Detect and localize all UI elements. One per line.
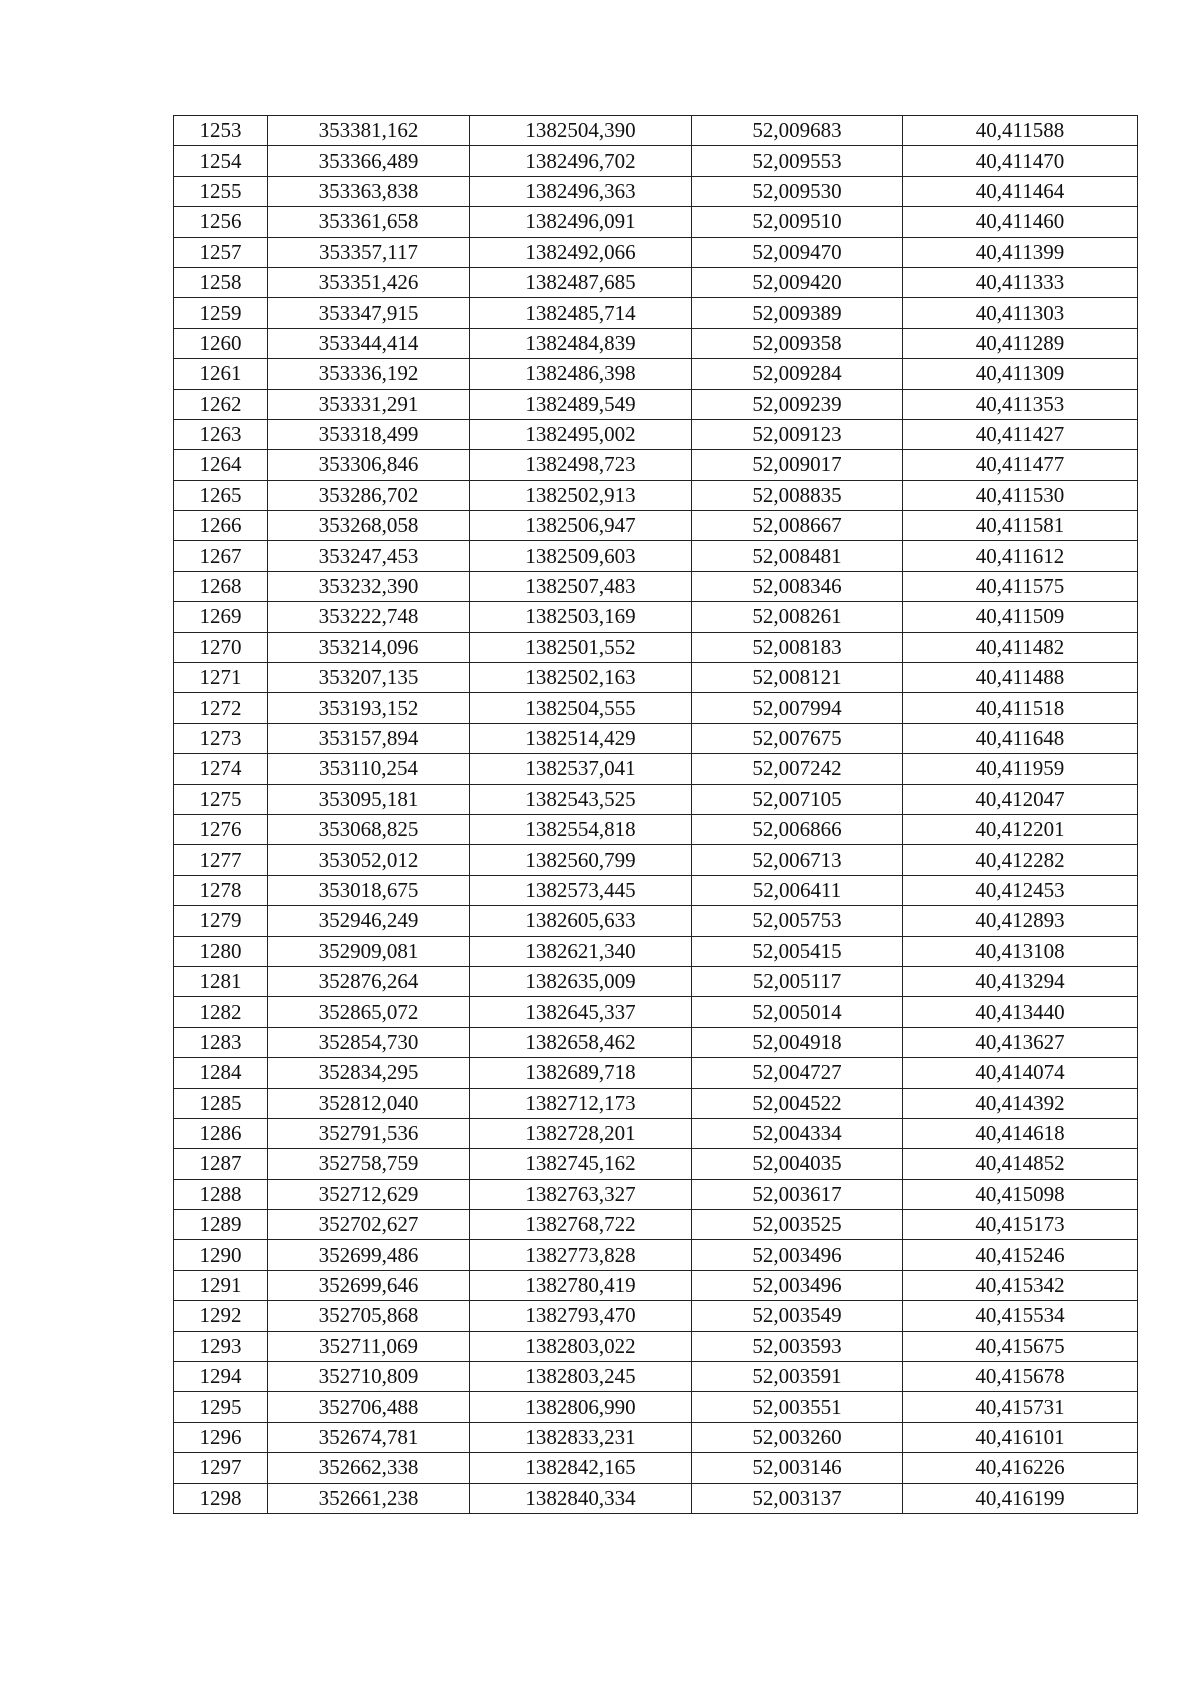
table-row: [174, 875, 1138, 905]
x-coordinate-cell: 353193,152: [268, 693, 470, 723]
y-coordinate-cell: 1382509,603: [470, 541, 692, 571]
longitude-cell: 40,411518: [903, 693, 1138, 723]
point-number-cell: 1287: [174, 1149, 268, 1179]
point-number-cell: 1267: [174, 541, 268, 571]
x-coordinate-cell: 353110,254: [268, 754, 470, 784]
latitude-cell: 52,007105: [692, 784, 903, 814]
point-number-cell: 1253: [174, 116, 268, 146]
table-row: [174, 116, 1138, 146]
table-row: [174, 814, 1138, 844]
longitude-cell: 40,414852: [903, 1149, 1138, 1179]
point-number-cell: 1277: [174, 845, 268, 875]
latitude-cell: 52,009420: [692, 267, 903, 297]
y-coordinate-cell: 1382485,714: [470, 298, 692, 328]
latitude-cell: 52,004334: [692, 1118, 903, 1148]
point-number-cell: 1258: [174, 267, 268, 297]
y-coordinate-cell: 1382504,390: [470, 116, 692, 146]
y-coordinate-cell: 1382501,552: [470, 632, 692, 662]
x-coordinate-cell: 352662,338: [268, 1453, 470, 1483]
table-row: [174, 936, 1138, 966]
latitude-cell: 52,003146: [692, 1453, 903, 1483]
table-row: [174, 754, 1138, 784]
latitude-cell: 52,003549: [692, 1301, 903, 1331]
longitude-cell: 40,415731: [903, 1392, 1138, 1422]
latitude-cell: 52,008667: [692, 511, 903, 541]
longitude-cell: 40,414618: [903, 1118, 1138, 1148]
longitude-cell: 40,412282: [903, 845, 1138, 875]
table-row: [174, 359, 1138, 389]
x-coordinate-cell: 353347,915: [268, 298, 470, 328]
latitude-cell: 52,005117: [692, 966, 903, 996]
x-coordinate-cell: 353361,658: [268, 207, 470, 237]
longitude-cell: 40,411460: [903, 207, 1138, 237]
latitude-cell: 52,009017: [692, 450, 903, 480]
y-coordinate-cell: 1382728,201: [470, 1118, 692, 1148]
y-coordinate-cell: 1382487,685: [470, 267, 692, 297]
point-number-cell: 1286: [174, 1118, 268, 1148]
y-coordinate-cell: 1382803,245: [470, 1362, 692, 1392]
y-coordinate-cell: 1382504,555: [470, 693, 692, 723]
longitude-cell: 40,414392: [903, 1088, 1138, 1118]
y-coordinate-cell: 1382803,022: [470, 1331, 692, 1361]
longitude-cell: 40,411612: [903, 541, 1138, 571]
y-coordinate-cell: 1382514,429: [470, 723, 692, 753]
table-row: [174, 176, 1138, 206]
latitude-cell: 52,006411: [692, 875, 903, 905]
coordinates-table: [173, 115, 1138, 1514]
x-coordinate-cell: 352699,646: [268, 1270, 470, 1300]
point-number-cell: 1274: [174, 754, 268, 784]
table-row: [174, 1392, 1138, 1422]
table-row: [174, 1240, 1138, 1270]
latitude-cell: 52,008183: [692, 632, 903, 662]
x-coordinate-cell: 353381,162: [268, 116, 470, 146]
table-row: [174, 845, 1138, 875]
table-row: [174, 1331, 1138, 1361]
longitude-cell: 40,411303: [903, 298, 1138, 328]
point-number-cell: 1282: [174, 997, 268, 1027]
longitude-cell: 40,416226: [903, 1453, 1138, 1483]
table-row: [174, 389, 1138, 419]
table-row: [174, 1027, 1138, 1057]
table-row: [174, 207, 1138, 237]
x-coordinate-cell: 352834,295: [268, 1058, 470, 1088]
longitude-cell: 40,411488: [903, 663, 1138, 693]
table-row: [174, 602, 1138, 632]
latitude-cell: 52,005415: [692, 936, 903, 966]
latitude-cell: 52,008121: [692, 663, 903, 693]
point-number-cell: 1261: [174, 359, 268, 389]
x-coordinate-cell: 352674,781: [268, 1422, 470, 1452]
latitude-cell: 52,003551: [692, 1392, 903, 1422]
point-number-cell: 1266: [174, 511, 268, 541]
longitude-cell: 40,412047: [903, 784, 1138, 814]
table-row: [174, 450, 1138, 480]
latitude-cell: 52,007242: [692, 754, 903, 784]
x-coordinate-cell: 352706,488: [268, 1392, 470, 1422]
y-coordinate-cell: 1382489,549: [470, 389, 692, 419]
latitude-cell: 52,003260: [692, 1422, 903, 1452]
x-coordinate-cell: 353318,499: [268, 419, 470, 449]
x-coordinate-cell: 353268,058: [268, 511, 470, 541]
point-number-cell: 1283: [174, 1027, 268, 1057]
latitude-cell: 52,009284: [692, 359, 903, 389]
point-number-cell: 1265: [174, 480, 268, 510]
x-coordinate-cell: 353331,291: [268, 389, 470, 419]
longitude-cell: 40,411399: [903, 237, 1138, 267]
point-number-cell: 1285: [174, 1088, 268, 1118]
longitude-cell: 40,415173: [903, 1210, 1138, 1240]
latitude-cell: 52,003593: [692, 1331, 903, 1361]
longitude-cell: 40,413108: [903, 936, 1138, 966]
y-coordinate-cell: 1382492,066: [470, 237, 692, 267]
table-row: [174, 693, 1138, 723]
y-coordinate-cell: 1382502,163: [470, 663, 692, 693]
x-coordinate-cell: 353357,117: [268, 237, 470, 267]
table-row: [174, 419, 1138, 449]
table-row: [174, 997, 1138, 1027]
y-coordinate-cell: 1382635,009: [470, 966, 692, 996]
latitude-cell: 52,004727: [692, 1058, 903, 1088]
table-row: [174, 541, 1138, 571]
point-number-cell: 1257: [174, 237, 268, 267]
point-number-cell: 1260: [174, 328, 268, 358]
y-coordinate-cell: 1382560,799: [470, 845, 692, 875]
x-coordinate-cell: 352711,069: [268, 1331, 470, 1361]
table-row: [174, 1149, 1138, 1179]
point-number-cell: 1275: [174, 784, 268, 814]
point-number-cell: 1296: [174, 1422, 268, 1452]
longitude-cell: 40,414074: [903, 1058, 1138, 1088]
latitude-cell: 52,006866: [692, 814, 903, 844]
y-coordinate-cell: 1382833,231: [470, 1422, 692, 1452]
table-row: [174, 663, 1138, 693]
table-row: [174, 237, 1138, 267]
latitude-cell: 52,008835: [692, 480, 903, 510]
longitude-cell: 40,413627: [903, 1027, 1138, 1057]
longitude-cell: 40,411309: [903, 359, 1138, 389]
longitude-cell: 40,412893: [903, 906, 1138, 936]
latitude-cell: 52,003591: [692, 1362, 903, 1392]
table-row: [174, 723, 1138, 753]
point-number-cell: 1264: [174, 450, 268, 480]
point-number-cell: 1298: [174, 1483, 268, 1513]
table-row: [174, 1483, 1138, 1513]
latitude-cell: 52,008346: [692, 571, 903, 601]
longitude-cell: 40,411648: [903, 723, 1138, 753]
longitude-cell: 40,411530: [903, 480, 1138, 510]
x-coordinate-cell: 352661,238: [268, 1483, 470, 1513]
latitude-cell: 52,007994: [692, 693, 903, 723]
table-row: [174, 267, 1138, 297]
y-coordinate-cell: 1382496,363: [470, 176, 692, 206]
y-coordinate-cell: 1382498,723: [470, 450, 692, 480]
y-coordinate-cell: 1382763,327: [470, 1179, 692, 1209]
x-coordinate-cell: 353306,846: [268, 450, 470, 480]
longitude-cell: 40,411581: [903, 511, 1138, 541]
point-number-cell: 1292: [174, 1301, 268, 1331]
longitude-cell: 40,415246: [903, 1240, 1138, 1270]
longitude-cell: 40,415534: [903, 1301, 1138, 1331]
point-number-cell: 1272: [174, 693, 268, 723]
y-coordinate-cell: 1382773,828: [470, 1240, 692, 1270]
y-coordinate-cell: 1382605,633: [470, 906, 692, 936]
table-row: [174, 906, 1138, 936]
longitude-cell: 40,415342: [903, 1270, 1138, 1300]
point-number-cell: 1295: [174, 1392, 268, 1422]
x-coordinate-cell: 353157,894: [268, 723, 470, 753]
point-number-cell: 1269: [174, 602, 268, 632]
point-number-cell: 1263: [174, 419, 268, 449]
x-coordinate-cell: 353018,675: [268, 875, 470, 905]
longitude-cell: 40,412453: [903, 875, 1138, 905]
longitude-cell: 40,415675: [903, 1331, 1138, 1361]
point-number-cell: 1284: [174, 1058, 268, 1088]
y-coordinate-cell: 1382543,525: [470, 784, 692, 814]
x-coordinate-cell: 353286,702: [268, 480, 470, 510]
table-row: [174, 571, 1138, 601]
table-row: [174, 1088, 1138, 1118]
latitude-cell: 52,006713: [692, 845, 903, 875]
longitude-cell: 40,415098: [903, 1179, 1138, 1209]
latitude-cell: 52,003496: [692, 1270, 903, 1300]
latitude-cell: 52,005014: [692, 997, 903, 1027]
point-number-cell: 1262: [174, 389, 268, 419]
y-coordinate-cell: 1382840,334: [470, 1483, 692, 1513]
y-coordinate-cell: 1382495,002: [470, 419, 692, 449]
x-coordinate-cell: 352854,730: [268, 1027, 470, 1057]
x-coordinate-cell: 353351,426: [268, 267, 470, 297]
x-coordinate-cell: 353247,453: [268, 541, 470, 571]
table-row: [174, 1179, 1138, 1209]
y-coordinate-cell: 1382496,091: [470, 207, 692, 237]
latitude-cell: 52,009470: [692, 237, 903, 267]
latitude-cell: 52,008261: [692, 602, 903, 632]
x-coordinate-cell: 352705,868: [268, 1301, 470, 1331]
y-coordinate-cell: 1382506,947: [470, 511, 692, 541]
latitude-cell: 52,009553: [692, 146, 903, 176]
x-coordinate-cell: 353095,181: [268, 784, 470, 814]
latitude-cell: 52,003525: [692, 1210, 903, 1240]
point-number-cell: 1276: [174, 814, 268, 844]
table-row: [174, 480, 1138, 510]
table-row: [174, 511, 1138, 541]
y-coordinate-cell: 1382507,483: [470, 571, 692, 601]
x-coordinate-cell: 353207,135: [268, 663, 470, 693]
point-number-cell: 1259: [174, 298, 268, 328]
x-coordinate-cell: 352876,264: [268, 966, 470, 996]
longitude-cell: 40,413440: [903, 997, 1138, 1027]
point-number-cell: 1297: [174, 1453, 268, 1483]
table-row: [174, 1362, 1138, 1392]
table-row: [174, 1058, 1138, 1088]
table-row: [174, 1210, 1138, 1240]
table-row: [174, 298, 1138, 328]
x-coordinate-cell: 353336,192: [268, 359, 470, 389]
x-coordinate-cell: 352865,072: [268, 997, 470, 1027]
longitude-cell: 40,411470: [903, 146, 1138, 176]
table-row: [174, 784, 1138, 814]
longitude-cell: 40,411353: [903, 389, 1138, 419]
y-coordinate-cell: 1382537,041: [470, 754, 692, 784]
x-coordinate-cell: 352946,249: [268, 906, 470, 936]
point-number-cell: 1289: [174, 1210, 268, 1240]
y-coordinate-cell: 1382554,818: [470, 814, 692, 844]
longitude-cell: 40,411575: [903, 571, 1138, 601]
longitude-cell: 40,411959: [903, 754, 1138, 784]
y-coordinate-cell: 1382658,462: [470, 1027, 692, 1057]
point-number-cell: 1294: [174, 1362, 268, 1392]
longitude-cell: 40,416199: [903, 1483, 1138, 1513]
table-row: [174, 328, 1138, 358]
point-number-cell: 1254: [174, 146, 268, 176]
y-coordinate-cell: 1382745,162: [470, 1149, 692, 1179]
table-row: [174, 632, 1138, 662]
x-coordinate-cell: 353214,096: [268, 632, 470, 662]
table-row: [174, 1118, 1138, 1148]
point-number-cell: 1279: [174, 906, 268, 936]
point-number-cell: 1271: [174, 663, 268, 693]
longitude-cell: 40,416101: [903, 1422, 1138, 1452]
y-coordinate-cell: 1382496,702: [470, 146, 692, 176]
x-coordinate-cell: 352712,629: [268, 1179, 470, 1209]
latitude-cell: 52,003496: [692, 1240, 903, 1270]
x-coordinate-cell: 352702,627: [268, 1210, 470, 1240]
longitude-cell: 40,415678: [903, 1362, 1138, 1392]
point-number-cell: 1268: [174, 571, 268, 601]
longitude-cell: 40,413294: [903, 966, 1138, 996]
longitude-cell: 40,411477: [903, 450, 1138, 480]
longitude-cell: 40,411482: [903, 632, 1138, 662]
y-coordinate-cell: 1382689,718: [470, 1058, 692, 1088]
latitude-cell: 52,009389: [692, 298, 903, 328]
latitude-cell: 52,004035: [692, 1149, 903, 1179]
x-coordinate-cell: 353052,012: [268, 845, 470, 875]
latitude-cell: 52,008481: [692, 541, 903, 571]
y-coordinate-cell: 1382484,839: [470, 328, 692, 358]
point-number-cell: 1278: [174, 875, 268, 905]
latitude-cell: 52,003617: [692, 1179, 903, 1209]
y-coordinate-cell: 1382712,173: [470, 1088, 692, 1118]
x-coordinate-cell: 352710,809: [268, 1362, 470, 1392]
y-coordinate-cell: 1382621,340: [470, 936, 692, 966]
longitude-cell: 40,412201: [903, 814, 1138, 844]
y-coordinate-cell: 1382780,419: [470, 1270, 692, 1300]
longitude-cell: 40,411427: [903, 419, 1138, 449]
x-coordinate-cell: 353222,748: [268, 602, 470, 632]
longitude-cell: 40,411509: [903, 602, 1138, 632]
latitude-cell: 52,003137: [692, 1483, 903, 1513]
latitude-cell: 52,009530: [692, 176, 903, 206]
x-coordinate-cell: 353344,414: [268, 328, 470, 358]
point-number-cell: 1255: [174, 176, 268, 206]
point-number-cell: 1256: [174, 207, 268, 237]
x-coordinate-cell: 352909,081: [268, 936, 470, 966]
y-coordinate-cell: 1382806,990: [470, 1392, 692, 1422]
y-coordinate-cell: 1382502,913: [470, 480, 692, 510]
x-coordinate-cell: 353232,390: [268, 571, 470, 601]
table-row: [174, 1453, 1138, 1483]
y-coordinate-cell: 1382793,470: [470, 1301, 692, 1331]
table-row: [174, 966, 1138, 996]
longitude-cell: 40,411588: [903, 116, 1138, 146]
x-coordinate-cell: 353363,838: [268, 176, 470, 206]
latitude-cell: 52,009239: [692, 389, 903, 419]
latitude-cell: 52,007675: [692, 723, 903, 753]
y-coordinate-cell: 1382503,169: [470, 602, 692, 632]
table-row: [174, 1301, 1138, 1331]
point-number-cell: 1291: [174, 1270, 268, 1300]
y-coordinate-cell: 1382645,337: [470, 997, 692, 1027]
latitude-cell: 52,009683: [692, 116, 903, 146]
longitude-cell: 40,411289: [903, 328, 1138, 358]
point-number-cell: 1293: [174, 1331, 268, 1361]
y-coordinate-cell: 1382842,165: [470, 1453, 692, 1483]
x-coordinate-cell: 353068,825: [268, 814, 470, 844]
latitude-cell: 52,009358: [692, 328, 903, 358]
x-coordinate-cell: 352699,486: [268, 1240, 470, 1270]
latitude-cell: 52,009123: [692, 419, 903, 449]
point-number-cell: 1281: [174, 966, 268, 996]
point-number-cell: 1273: [174, 723, 268, 753]
x-coordinate-cell: 352791,536: [268, 1118, 470, 1148]
table-row: [174, 1422, 1138, 1452]
x-coordinate-cell: 353366,489: [268, 146, 470, 176]
y-coordinate-cell: 1382768,722: [470, 1210, 692, 1240]
y-coordinate-cell: 1382573,445: [470, 875, 692, 905]
point-number-cell: 1280: [174, 936, 268, 966]
point-number-cell: 1288: [174, 1179, 268, 1209]
latitude-cell: 52,004522: [692, 1088, 903, 1118]
x-coordinate-cell: 352758,759: [268, 1149, 470, 1179]
x-coordinate-cell: 352812,040: [268, 1088, 470, 1118]
longitude-cell: 40,411464: [903, 176, 1138, 206]
latitude-cell: 52,005753: [692, 906, 903, 936]
table-row: [174, 1270, 1138, 1300]
latitude-cell: 52,009510: [692, 207, 903, 237]
latitude-cell: 52,004918: [692, 1027, 903, 1057]
point-number-cell: 1270: [174, 632, 268, 662]
longitude-cell: 40,411333: [903, 267, 1138, 297]
y-coordinate-cell: 1382486,398: [470, 359, 692, 389]
point-number-cell: 1290: [174, 1240, 268, 1270]
table-row: [174, 146, 1138, 176]
coordinates-table-body: [174, 116, 1138, 1514]
